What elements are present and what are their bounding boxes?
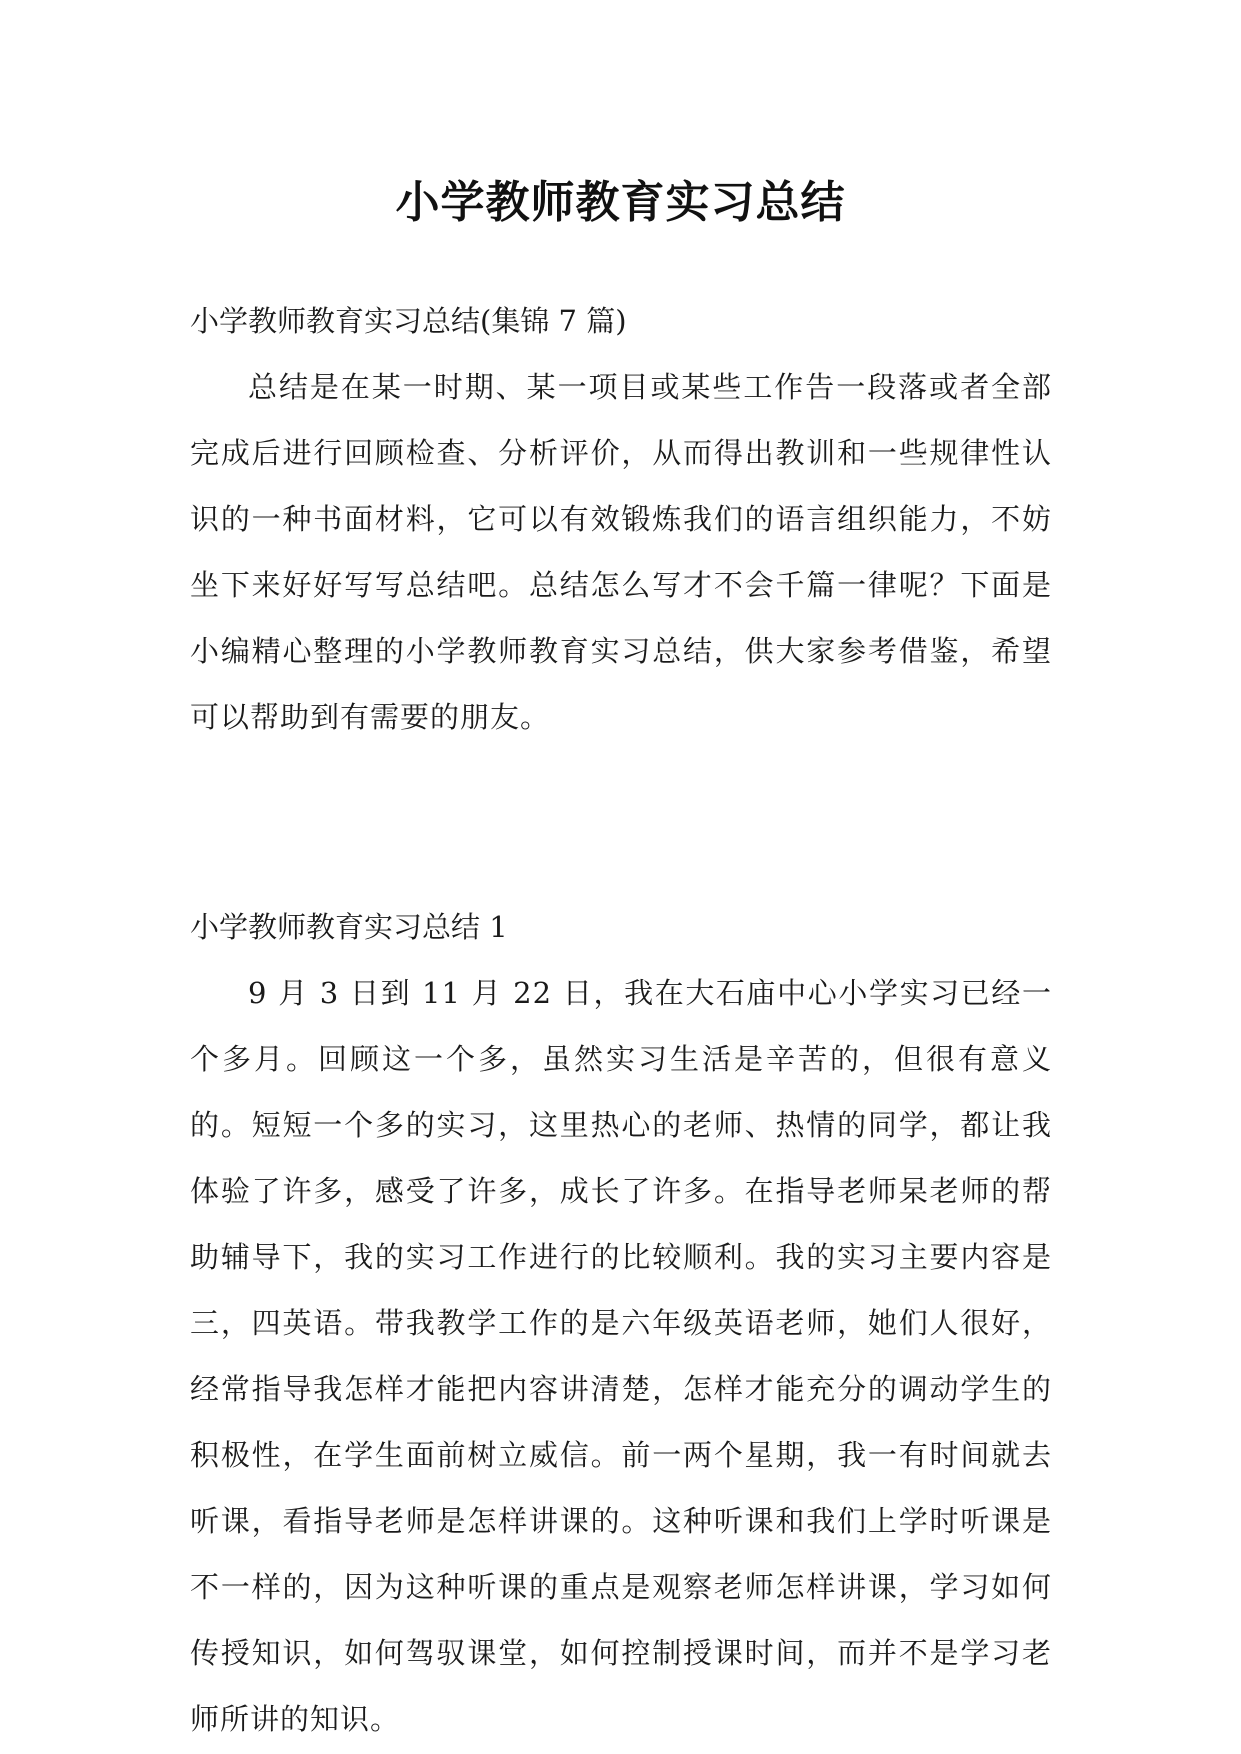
section-gap <box>190 750 1052 894</box>
document-subtitle: 小学教师教育实习总结(集锦 7 篇) <box>190 304 627 338</box>
section-heading: 小学教师教育实习总结 1 <box>190 910 508 944</box>
document-title: 小学教师教育实习总结 <box>395 177 846 229</box>
section-paragraph: 9 月 3 日到 11 月 22 日，我在大石庙中心小学实习已经一个多月。回顾这一个多，虽然实习生活是辛苦的，但很有意义的。短短一个多的实习，这里热心的老师、热情的同学，都让我体验了许多，感受了许多，成长了许多。在指导老师杲老师的帮助辅导下，我的实习工作进行的比较顺利。我的实习主要内容是三，四英语。带我教学工作的是六年级英语老师，她们人很好，经常指导我怎样才能把内容讲清楚，怎样才能充分的调动学生的积极性，在学生面前树立威信。前一两个星期，我一有时间就去听课，看指导老师是怎样讲课的。这种听课和我们上学时听课是不一样的，因为这种听课的重点是观察老师怎样讲课，学习如何传授知识，如何驾驭课堂，如何控制授课时间，而并不是学习老师所讲的知识。 <box>190 976 1052 1736</box>
document-body <box>190 288 1052 1752</box>
intro-paragraph: 总结是在某一时期、某一项目或某些工作告一段落或者全部完成后进行回顾检查、分析评价，从而得出教训和一些规律性认识的一种书面材料，它可以有效锻炼我们的语言组织能力，不妨坐下来好好写写总结吧。总结怎么写才不会千篇一律呢？下面是小编精心整理的小学教师教育实习总结，供大家参考借鉴，希望可以帮助到有需要的朋友。 <box>190 370 1052 734</box>
